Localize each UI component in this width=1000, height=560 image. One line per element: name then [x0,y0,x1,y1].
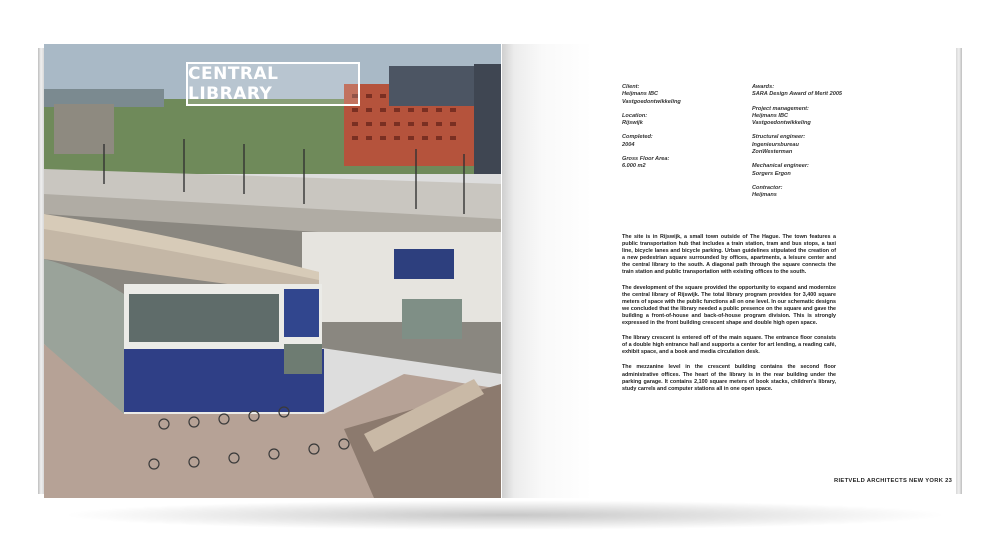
meta-value: Ingenieursbureau [752,141,799,148]
title-box [186,62,360,106]
project-description [622,234,836,401]
meta-item [622,134,722,149]
meta-item [752,84,882,99]
meta-value: Heijmans IBC [752,112,789,119]
meta-value: SARA Design Award of Merit 2005 [752,91,843,98]
paragraph: The library crescent is entered off of the main square. The entrance floor consists of a double high entrance hall and supports a center for art lending, a reading café, exhibit space, and a book and media circulation desk. [622,335,836,356]
paragraph: The development of the square provided the opportunity to expand and modernize the central library of Rijswijk. The total library program provides for 3,400 square meters of space with the public functions all on one level. In our schematic designs we concluded that the library needed a public presence on the square and gave the building a front-of-house and back-of-house program division. This is strongly expressed in the front building crescent shape and double high open space. [622,284,836,327]
meta-item [752,163,882,178]
right-page [502,44,956,498]
meta-value: Vastgoedontwikkeling [752,120,811,127]
project-meta-right [752,84,882,207]
project-meta-left [622,84,722,178]
left-page [44,44,501,498]
meta-item [752,185,882,200]
meta-value: Heijmans IBC [622,91,659,98]
library-photo [44,44,501,498]
meta-label: Completed: [622,134,653,141]
meta-value: 2004 [622,141,635,148]
book-edge-right [956,48,962,494]
meta-label: Location: [622,112,648,119]
page-title: CENTRAL LIBRARY [188,64,279,104]
meta-item [752,106,882,128]
meta-label: Client: [622,84,640,90]
page-footer: RIETVELD ARCHITECTS NEW YORK 23 [834,478,953,484]
paragraph: The site is in Rijswijk, a small town outside of The Hague. The town features a public transportation hub that includes a train station, tram and bus stops, a taxi line, bicycle lanes and bicycle parking. Urban guidelines stipulated the creation of a new pedestrian square surrounded by offices, apartments, a leisure center and the central library to the south. A diagonal path through the square connects the train station and public transportation with existing offices to the south. [622,234,836,276]
meta-item [622,84,722,106]
meta-item [622,156,722,171]
meta-value: ZonWesterman [752,149,793,156]
meta-item [622,113,722,128]
meta-item [752,134,882,156]
meta-value: Sorgers Ergon [752,170,791,177]
meta-label: Contractor: [752,184,783,191]
book-shadow [60,500,950,530]
paragraph: The mezzanine level in the crescent building contains the second floor administrative offices. The heart of the library is in the rear building under the parking garage. It contains 2,100 square meters of book stacks, children's library, study carrels and computer stations all in one open space. [622,364,836,392]
meta-value: Rijswijk [622,120,643,127]
meta-label: Mechanical engineer: [752,163,809,170]
meta-label: Project management: [752,105,809,112]
meta-label: Structural engineer: [752,134,806,141]
meta-value: Vastgoedontwikkeling [622,98,681,105]
meta-value: Heijmans [752,192,777,199]
meta-label: Gross Floor Area: [622,156,670,163]
meta-value: 6.000 m2 [622,163,646,170]
meta-label: Awards: [752,84,775,90]
